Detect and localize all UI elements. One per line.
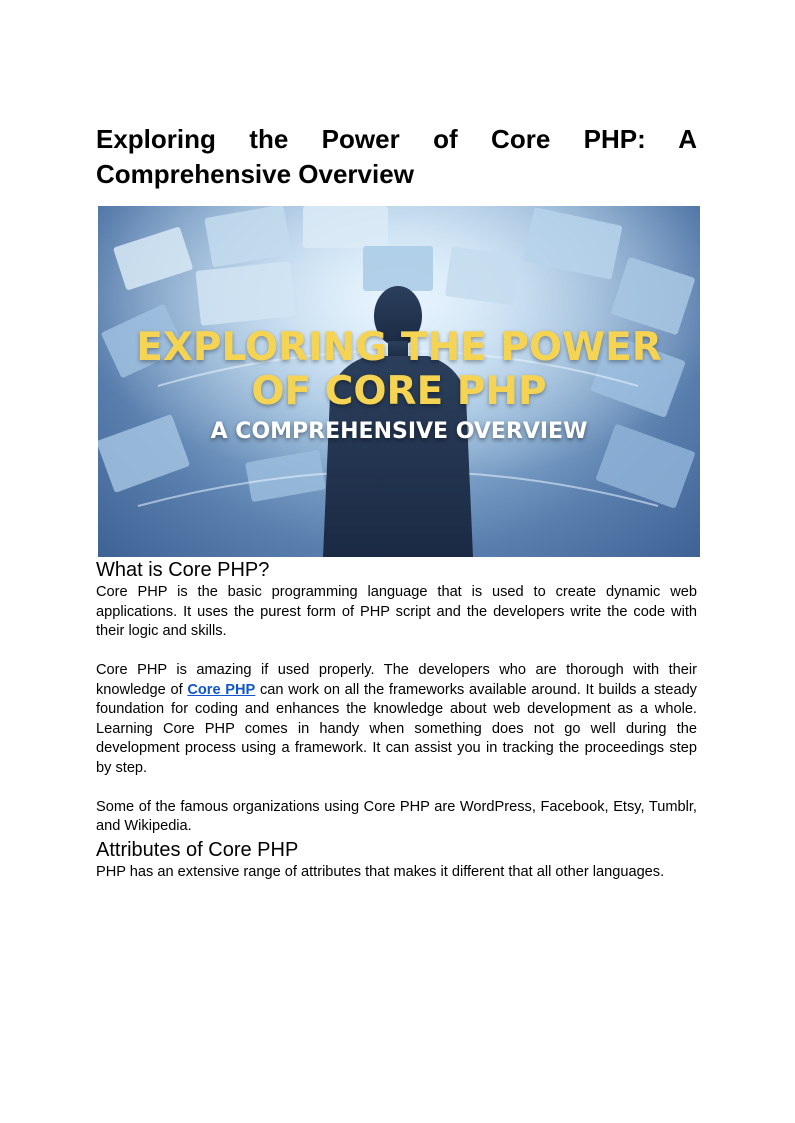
document-page (96, 122, 697, 882)
paragraph-text: Core PHP is amazing if used properly. The developers who are thorough with their knowledge of (96, 662, 697, 698)
hero-title-line-1: EXPLORING THE POWER (136, 325, 662, 370)
core-php-link[interactable]: Core PHP (187, 681, 256, 698)
paragraph-text: can work on all the frameworks available around. It builds a steady foundation for coding and enhances the knowledge about web development as a whole. Learning Core PHP comes in handy when something does not go well during the development process using a framework. It can assist you in tracking the proceedings step by step. (96, 681, 697, 776)
paragraph-organizations: Some of the famous organizations using Core PHP are WordPress, Facebook, Etsy, Tumblr, and Wikipedia. (96, 798, 697, 834)
paragraph-intro: Core PHP is the basic programming language that is used to create dynamic web applications. It uses the purest form of PHP script and the developers write the code with their logic and skills. (96, 584, 697, 639)
section-heading-what-is-core-php: What is Core PHP? (96, 559, 270, 581)
paragraph-attributes: PHP has an extensive range of attributes that makes it different that all other languages. (96, 863, 665, 880)
section-heading-attributes: Attributes of Core PHP (96, 838, 299, 861)
paragraph-amazing (96, 661, 697, 778)
hero-title-line-2: OF CORE PHP (251, 369, 547, 414)
hero-text-block (98, 326, 700, 446)
page-title: Exploring the Power of Core PHP: A Comprehensive Overview (96, 124, 697, 189)
hero-subtitle: A COMPREHENSIVE OVERVIEW (210, 419, 588, 444)
hero-banner-image (98, 206, 700, 557)
